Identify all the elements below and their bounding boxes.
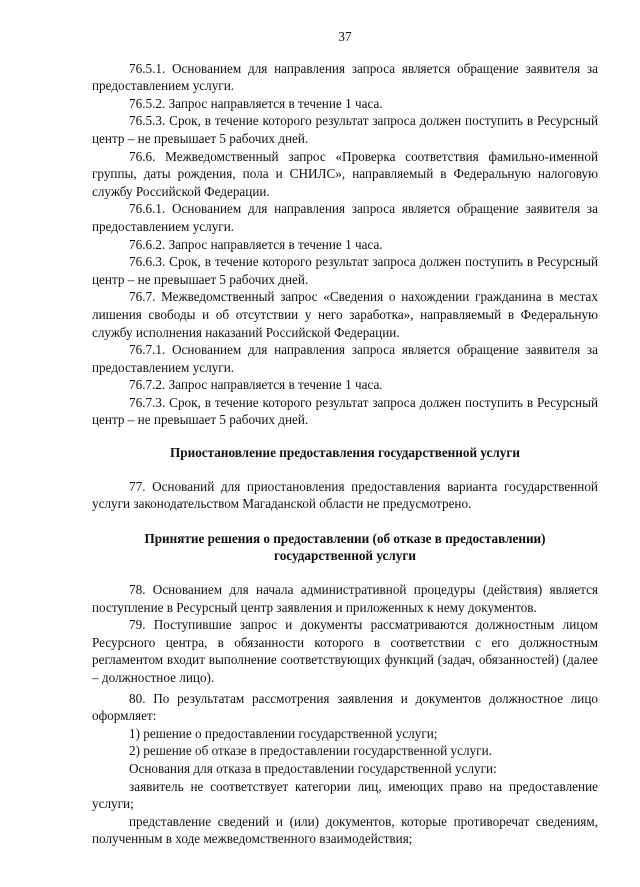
paragraph-76-7-3: 76.7.3. Срок, в течение которого результат запроса должен поступить в Ресурсный центр – не превышает 5 рабочих дней. [92, 394, 598, 428]
paragraph-76-6-3: 76.6.3. Срок, в течение которого результат запроса должен поступить в Ресурсный центр – не превышает 5 рабочих дней. [92, 254, 598, 287]
section-heading-decision-line1: Принятие решения о предоставлении (об отказе в предоставлении) [144, 530, 546, 546]
paragraph-76-7-2: 76.7.2. Запрос направляется в течение 1 часа. [129, 377, 383, 393]
paragraph-76-7-1: 76.7.1. Основанием для направления запроса является обращение заявителя за предоставлением услуги. [92, 342, 598, 375]
paragraph-79: 79. Поступившие запрос и документы рассматриваются должностным лицом Ресурсного центра, в обязанности которого в соответствии с его должностным регламентом входит выполнение соответствующих функций (задач, обязанностей) (далее – должностное лицо). [92, 617, 598, 685]
paragraph-ground-category: заявитель не соответствует категории лиц, имеющих право на предоставление услуги; [92, 778, 598, 812]
paragraph-76-6-2: 76.6.2. Запрос направляется в течение 1 часа. [129, 236, 383, 252]
list-item-decision-grant: 1) решение о предоставлении государственной услуги; [129, 725, 438, 741]
page-number: 37 [338, 29, 352, 44]
paragraph-76-7: 76.7. Межведомственный запрос «Сведения о нахождении гражданина в местах лишения свободы и об отсутствии у него заработка», направляемый в Федеральную службу исполнения наказаний Российской Федерации. [92, 289, 598, 340]
section-heading-decision [92, 530, 598, 565]
paragraph-80: 80. По результатам рассмотрения заявления и документов должностное лицо оформляет: [92, 690, 598, 724]
paragraph-76-6: 76.6. Межведомственный запрос «Проверка соответствия фамильно-именной группы, даты рождения, пола и СНИЛС», направляемый в Федеральную налоговую службу Российской Федерации. [92, 148, 598, 199]
paragraph-77: 77. Оснований для приостановления предоставления варианта государственной услуги законодательством Магаданской области не предусмотрено. [92, 478, 598, 512]
section-heading-suspension: Приостановление предоставления государственной услуги [170, 445, 520, 461]
section-heading-decision-line2: государственной услуги [274, 548, 416, 564]
paragraph-78: 78. Основанием для начала административной процедуры (действия) является поступление в Ресурсный центр заявления и приложенных к нему документов. [92, 582, 598, 615]
paragraph-ground-contradiction: представление сведений и (или) документов, которые противоречат сведениям, полученным в ходе межведомственного взаимодействия; [92, 813, 598, 847]
list-item-decision-refuse: 2) решение об отказе в предоставлении государственной услуги. [129, 743, 492, 759]
paragraph-76-5-1: 76.5.1. Основанием для направления запроса является обращение заявителя за предоставлением услуги. [92, 60, 598, 94]
section-78-80 [92, 581, 598, 848]
paragraph-refusal-grounds: Основания для отказа в предоставлении государственной услуги: [129, 760, 497, 776]
paragraph-76-6-1: 76.6.1. Основанием для направления запроса является обращение заявителя за предоставлением услуги. [92, 201, 598, 234]
paragraph-76-5-3: 76.5.3. Срок, в течение которого результат запроса должен поступить в Ресурсный центр – не превышает 5 рабочих дней. [92, 113, 598, 146]
paragraph-76-5-2: 76.5.2. Запрос направляется в течение 1 часа. [129, 95, 383, 111]
section-76-requests [92, 60, 598, 429]
